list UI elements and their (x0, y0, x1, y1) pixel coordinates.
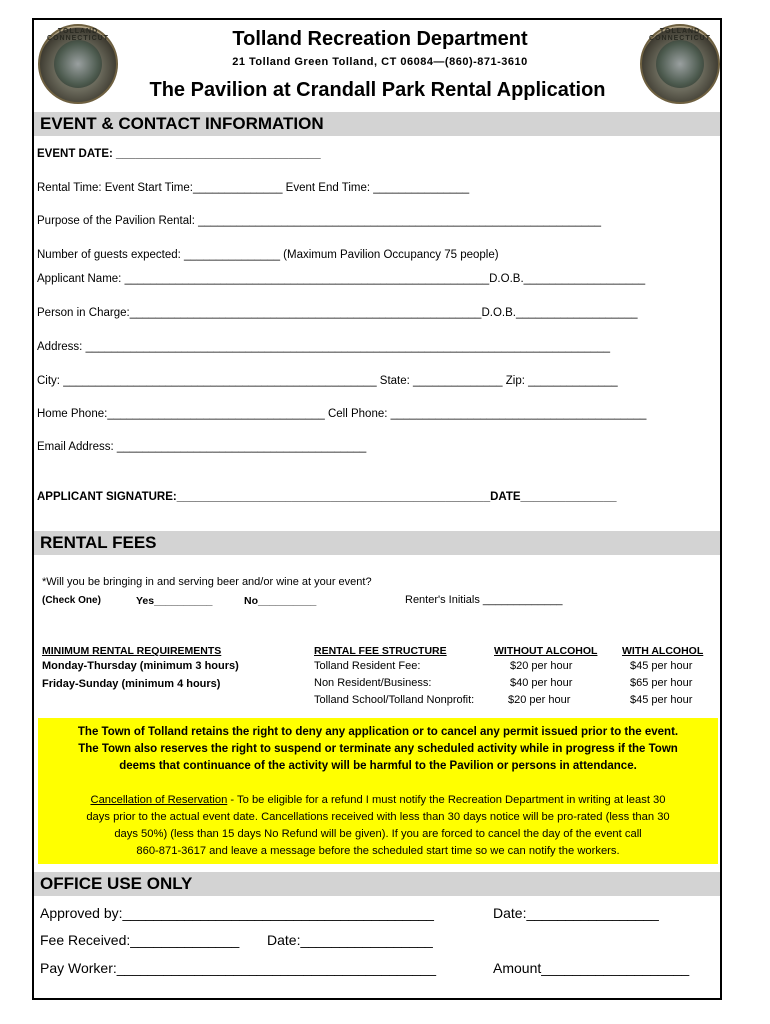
cancellation-line: 860-871-3617 and leave a message before the scheduled start time so we can notify the workers. (136, 845, 620, 857)
min-req-heading: MINIMUM RENTAL REQUIREMENTS (42, 645, 222, 657)
without-alcohol-rate: $20 per hour (508, 694, 571, 706)
approved-by-field[interactable]: Approved by:________________________________________ (40, 905, 434, 921)
cancellation-line: days prior to the actual event date. Cancellations received with less than 30 days notice will be pro-rated (less than 30 (86, 811, 670, 823)
person-in-charge-field[interactable]: Person in Charge:_______________________________________________________D.O.B.___________________ (37, 307, 638, 319)
alcohol-no-field[interactable]: No__________ (244, 595, 317, 607)
applicant-signature-field[interactable]: APPLICANT SIGNATURE:_________________________________________________DATE_______________ (37, 491, 617, 503)
renter-initials-field[interactable]: Renter's Initials _____________ (405, 594, 563, 606)
check-one-label: (Check One) (42, 595, 101, 606)
phone-fields[interactable]: Home Phone:__________________________________ Cell Phone: ________________________________________ (37, 408, 647, 420)
without-alcohol-rate: $40 per hour (510, 677, 573, 689)
cancellation-text: - To be eligible for a refund I must notify the Recreation Department in writing at least 30 (227, 794, 666, 806)
policy-line: deems that continuance of the activity will be harmful to the Pavilion or persons in attendance. (119, 760, 637, 772)
policy-notice-box (38, 718, 718, 864)
email-field[interactable]: Email Address: _______________________________________ (37, 441, 367, 453)
pay-worker-field[interactable]: Pay Worker:_________________________________________ (40, 960, 436, 976)
section-header-office: OFFICE USE ONLY (34, 872, 720, 896)
rental-time-field[interactable]: Rental Time: Event Start Time:______________ Event End Time: _______________ (37, 182, 470, 194)
fee-structure-row: Tolland Resident Fee: (314, 660, 421, 672)
policy-line: The Town also reserves the right to suspend or terminate any scheduled activity while in progress if the Town (78, 743, 678, 755)
purpose-field[interactable]: Purpose of the Pavilion Rental: _______________________________________________________________ (37, 215, 602, 227)
org-name: Tolland Recreation Department (232, 28, 528, 50)
town-seal-left: TOLLAND CONNECTICUT (38, 24, 118, 104)
min-req-row: Monday-Thursday (minimum 3 hours) (42, 660, 239, 672)
cancellation-line: days 50%) (less than 15 days No Refund will be given). If you are forced to cancel the day of the event call (114, 828, 642, 840)
alcohol-yes-field[interactable]: Yes__________ (136, 595, 213, 607)
with-alcohol-rate: $65 per hour (630, 677, 693, 689)
fee-date-field[interactable]: Date:_________________ (267, 932, 433, 948)
without-alcohol-heading: WITHOUT ALCOHOL (494, 645, 598, 657)
with-alcohol-rate: $45 per hour (630, 660, 693, 672)
applicant-name-field[interactable]: Applicant Name: _________________________________________________________D.O.B.___________________ (37, 273, 646, 285)
city-state-zip-field[interactable]: City: _________________________________________________ State: ______________ Zip: ______________ (37, 375, 618, 387)
address-field[interactable]: Address: __________________________________________________________________________________ (37, 341, 611, 353)
town-seal-right: TOLLAND CONNECTICUT (640, 24, 720, 104)
alcohol-question: *Will you be bringing in and serving beer and/or wine at your event? (42, 576, 372, 588)
amount-field[interactable]: Amount___________________ (493, 960, 690, 976)
form-title: The Pavilion at Crandall Park Rental Application (149, 79, 606, 101)
fee-received-field[interactable]: Fee Received:______________ (40, 932, 240, 948)
with-alcohol-heading: WITH ALCOHOL (622, 645, 704, 657)
fee-structure-heading: RENTAL FEE STRUCTURE (314, 645, 447, 657)
cancellation-label: Cancellation of Reservation (90, 794, 228, 806)
with-alcohol-rate: $45 per hour (630, 694, 693, 706)
fee-structure-row: Non Resident/Business: (314, 677, 432, 689)
cancellation-line (38, 792, 718, 809)
section-header-event: EVENT & CONTACT INFORMATION (34, 112, 720, 136)
approved-date-field[interactable]: Date:_________________ (493, 905, 659, 921)
fee-structure-row: Tolland School/Tolland Nonprofit: (314, 694, 475, 706)
min-req-row: Friday-Sunday (minimum 4 hours) (42, 678, 221, 690)
section-header-fees: RENTAL FEES (34, 531, 720, 555)
policy-line: The Town of Tolland retains the right to deny any application or to cancel any permit issued prior to the event. (77, 726, 679, 738)
org-address: 21 Tolland Green Tolland, CT 06084—(860)-871-3610 (232, 56, 528, 68)
without-alcohol-rate: $20 per hour (510, 660, 573, 672)
event-date-field[interactable]: EVENT DATE: ________________________________ (37, 148, 321, 160)
guests-field[interactable]: Number of guests expected: _______________ (Maximum Pavilion Occupancy 75 people) (37, 249, 499, 261)
